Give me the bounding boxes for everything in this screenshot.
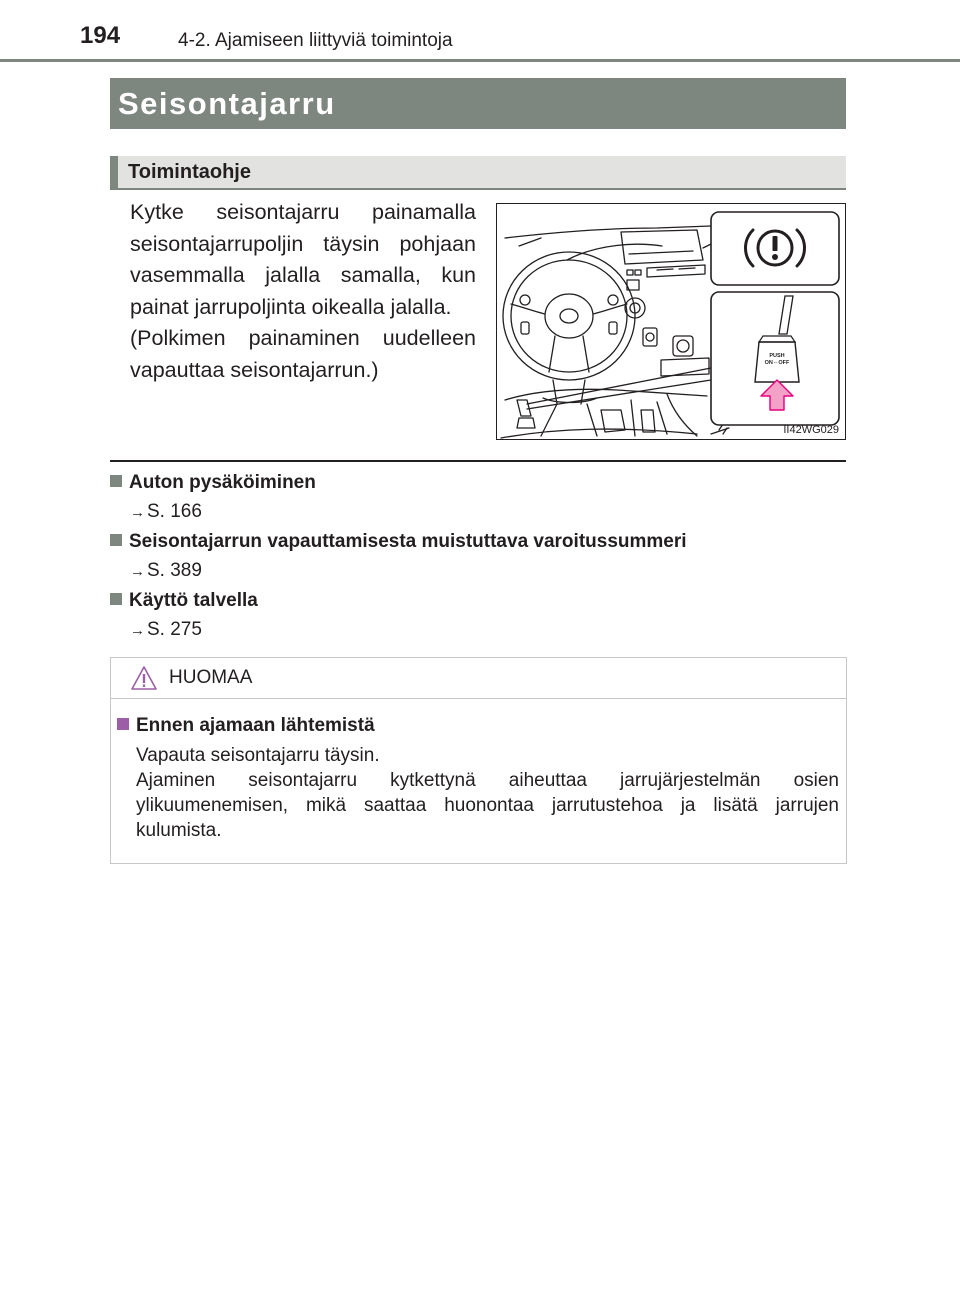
notice-title: Ennen ajamaan lähtemistä <box>136 715 375 736</box>
reference-title: Seisontajarrun vapauttamisesta muistuttava varoitussummeri <box>129 531 687 552</box>
reference-title: Auton pysäköiminen <box>129 472 316 493</box>
operation-heading-label: Toimintaohje <box>128 161 251 183</box>
page-reference-link[interactable]: → S. 275 <box>130 619 202 640</box>
notice-line-2: Ajaminen seisontajarru kytkettynä aiheuttaa jarrujärjestelmän osien ylikuumenemisen, mikä saattaa huonontaa jarrutustehoa ja lisätä jarrujen kulumista. <box>136 770 839 841</box>
list-item <box>110 529 846 588</box>
reference-title: Käyttö talvella <box>129 590 258 611</box>
arrow-right-icon: → <box>130 563 145 580</box>
instruction-text-2: (Polkimen painaminen uudelleen vapauttaa seisontajarrun.) <box>130 326 476 382</box>
cockpit-drawing <box>497 204 846 440</box>
section-divider <box>110 460 846 462</box>
figure-code: II42WG029 <box>783 424 839 436</box>
operation-instructions <box>130 197 476 386</box>
bullet-square-icon <box>117 718 129 730</box>
instruction-text-1: Kytke seisontajarru painamalla seisontajarrupoljin täysin pohjaan vasemmalla jalalla samalla, kun painat jarrupoljinta oikealla jalalla. <box>130 200 476 319</box>
arrow-right-icon: → <box>130 622 145 639</box>
bullet-square-icon <box>110 475 122 487</box>
chapter-title: 4-2. Ajamiseen liittyviä toimintoja <box>178 30 453 51</box>
notice-box <box>110 657 847 864</box>
notice-body <box>136 743 839 843</box>
list-item <box>110 588 846 647</box>
header-rule <box>0 59 960 62</box>
bullet-square-icon <box>110 593 122 605</box>
arrow-right-icon: → <box>130 504 145 521</box>
page-reference-link[interactable]: → S. 166 <box>130 501 202 522</box>
section-title: Seisontajarru <box>110 78 846 129</box>
heading-accent <box>110 156 118 188</box>
parking-brake-warning-icon <box>711 212 839 285</box>
notice-line-1: Vapauta seisontajarru täysin. <box>136 745 380 766</box>
operation-heading <box>110 156 846 190</box>
reference-list <box>110 470 846 647</box>
notice-header <box>111 658 846 699</box>
pedal-label-onoff: ON⇔OFF <box>764 360 790 366</box>
warning-triangle-icon <box>130 665 158 691</box>
bullet-square-icon <box>110 534 122 546</box>
notice-label: HUOMAA <box>169 667 253 688</box>
pedal-label-push: PUSH <box>769 353 785 359</box>
list-item <box>110 470 846 529</box>
page-reference-link[interactable]: → S. 389 <box>130 560 202 581</box>
parking-brake-illustration <box>496 203 846 440</box>
page-number: 194 <box>80 22 121 49</box>
